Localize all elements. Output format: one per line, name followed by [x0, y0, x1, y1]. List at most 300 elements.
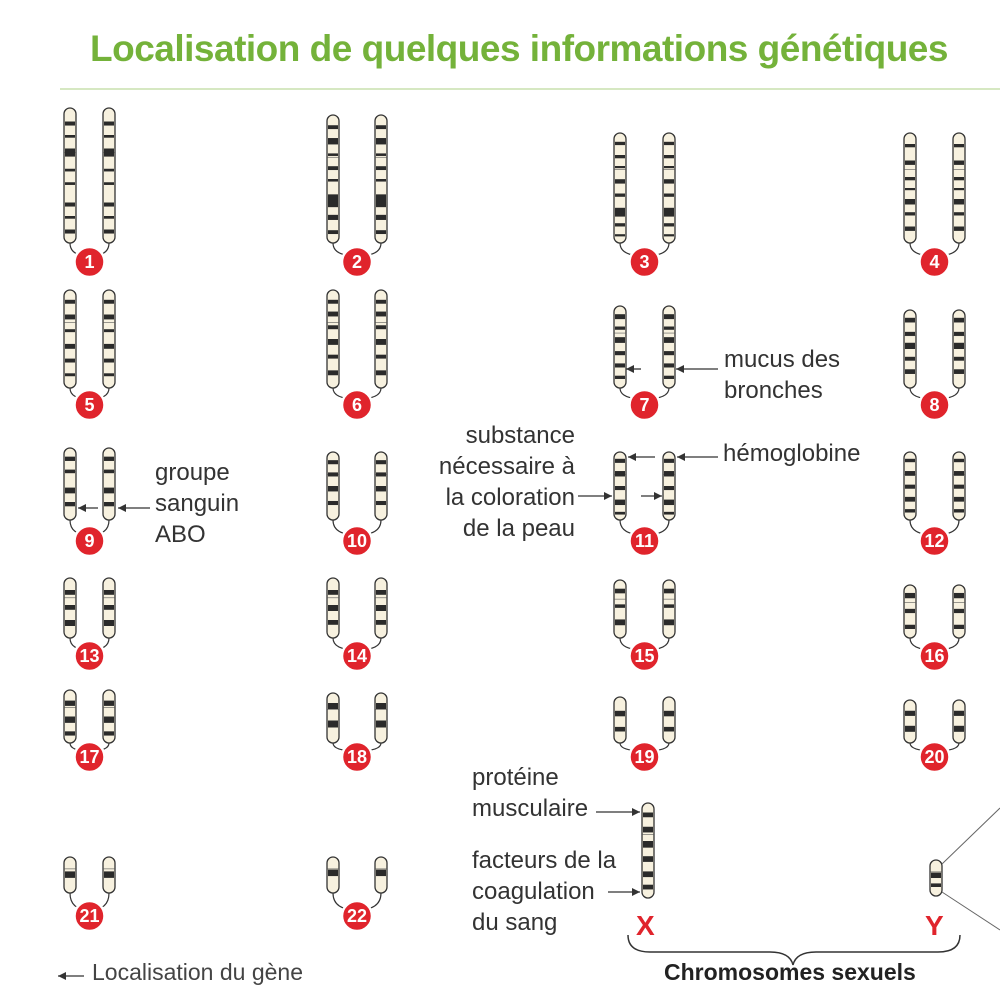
chromosome-10-b-band-4	[376, 501, 386, 505]
chromosome-12-a-band-2	[905, 471, 915, 476]
chromosome-15-b-band-3	[664, 619, 674, 625]
chromosome-1-b-band-7	[104, 216, 114, 219]
gene-arrow-11	[58, 972, 84, 980]
chromosome-5-b-band-2	[104, 315, 114, 320]
chromosome-3-b-band-4	[664, 179, 674, 183]
chromosome-4-a-band-1	[905, 144, 915, 147]
chromosome-number-badge-21	[75, 901, 105, 931]
legend-label: Localisation du gène	[92, 959, 303, 985]
chromosome-pair-12	[904, 452, 965, 535]
chromosome-number-badge-7-text: 7	[639, 395, 650, 415]
chromosome-11-b-band-3	[664, 486, 674, 490]
chromosome-6-a-band-3	[328, 325, 338, 329]
chromosome-pair-15	[614, 580, 675, 650]
sex-chromosomes-caption: Chromosomes sexuels	[664, 959, 916, 985]
chromosome-18-b-body	[375, 693, 387, 743]
chromosome-4-a-band-6	[905, 212, 915, 215]
chromosome-19-a-band-2	[615, 727, 625, 732]
chromosome-number-badge-1	[75, 247, 105, 277]
chromosome-1-a-band-7	[65, 216, 75, 219]
chromosome-20-a-band-1	[905, 711, 915, 716]
chromosome-x-band-3	[643, 841, 653, 848]
label-abo-line2: sanguin	[155, 490, 240, 517]
label-muscle	[472, 762, 588, 824]
chromosome-15-b-band-2	[664, 604, 674, 607]
chromosome-11-a-band-1	[615, 459, 625, 463]
chromosome-18-b-band-2	[376, 721, 386, 728]
chromosome-number-badge-18-text: 18	[346, 747, 368, 767]
chromosome-number-badge-8	[920, 390, 950, 420]
chromosome-9-b-band-4	[104, 502, 114, 506]
chromosome-number-badge-6	[342, 390, 372, 420]
chromosome-8-a-band-2	[905, 332, 915, 336]
chromosome-16-a-band-3	[905, 625, 915, 629]
chromosome-3-b-band-8	[664, 234, 674, 236]
label-skin-line4: de la peau	[462, 515, 575, 542]
chromosome-8-a-band-5	[905, 369, 915, 374]
chromosome-1-a-band-5	[65, 182, 75, 185]
chromosome-9-b-band-2	[104, 470, 114, 474]
chromosome-8-b-band-5	[954, 369, 964, 374]
chromosome-pair-6	[327, 290, 387, 399]
label-mucus-line1: mucus des	[724, 346, 841, 373]
chromosome-10-b-band-3	[376, 486, 386, 491]
chromosome-19-b-band-1	[664, 711, 674, 717]
chromosome-13-b-band-2	[104, 605, 114, 610]
chromosome-number-badge-2-text: 2	[351, 252, 363, 272]
chromosome-2-a-band-2	[328, 138, 338, 144]
chromosome-7-a-band-6	[615, 376, 625, 379]
chromosome-7-b-band-2	[664, 327, 674, 330]
chromosome-1-b-body	[103, 108, 115, 243]
chromosome-2-a-band-1	[328, 125, 338, 129]
chromosome-y-band-2	[931, 883, 941, 887]
chromosome-4-b-band-3	[954, 177, 964, 180]
chromosome-pair-2	[327, 115, 387, 256]
label-skin-line1: substance	[465, 422, 575, 449]
chromosome-19-a-body	[614, 697, 626, 743]
chromosome-number-badge-9-text: 9	[84, 531, 95, 551]
chromosome-2-a-band-6	[328, 194, 338, 207]
label-coagulation-line2: coagulation	[472, 878, 595, 905]
chromosome-2-b-band-5	[376, 179, 386, 182]
chromosome-20-b-band-1	[954, 711, 964, 716]
chromosome-12-a-band-4	[905, 497, 915, 502]
chromosome-12-a-band-5	[905, 509, 915, 512]
chromosome-14-a-band-2	[328, 605, 338, 611]
chromosome-12-b-band-4	[954, 497, 964, 502]
chromosome-6-b-band-2	[376, 312, 386, 317]
chromosome-5-a-band-3	[65, 329, 75, 332]
chromosome-21-b-band-1	[104, 871, 114, 877]
gene-arrow-8	[677, 453, 718, 461]
page-title: Localisation de quelques informations génétiques	[90, 28, 948, 69]
chromosome-11-a-band-3	[615, 486, 625, 490]
chromosome-4-b-band-7	[954, 227, 964, 231]
chromosome-1-b-band-6	[104, 203, 114, 207]
chromosome-6-b-band-3	[376, 325, 386, 329]
chromosome-11-b-band-2	[664, 471, 674, 476]
chromosome-number-badge-13	[75, 641, 105, 671]
chromosome-11-a-band-4	[615, 500, 625, 505]
chromosome-5-a-band-1	[65, 300, 75, 304]
chromosome-1-a-band-6	[65, 203, 75, 207]
chromosome-number-badge-17	[75, 742, 105, 772]
chromosome-20-b-band-2	[954, 726, 964, 732]
chromosome-2-a-band-5	[328, 179, 338, 182]
chromosome-16-a-band-2	[905, 609, 915, 613]
chromosome-4-b-band-1	[954, 144, 964, 147]
chromosome-2-b-band-2	[376, 138, 386, 144]
chromosome-15-b-band-1	[664, 589, 674, 594]
chromosome-number-badge-21-text: 21	[79, 906, 100, 926]
chromosome-pair-14	[327, 578, 387, 650]
chromosome-number-badge-8-text: 8	[929, 395, 940, 415]
chromosome-2-b-band-8	[376, 230, 386, 234]
chromosome-2-b-band-1	[376, 125, 386, 129]
chromosome-7-b-band-1	[664, 314, 674, 319]
chromosome-12-a-band-3	[905, 485, 915, 489]
chromosome-number-badge-22-text: 22	[346, 906, 368, 926]
chromosome-7-b-band-5	[664, 363, 674, 367]
chromosome-8-a-band-1	[905, 318, 915, 323]
chromosome-number-badge-11	[630, 526, 660, 556]
chromosome-16-a-band-1	[905, 593, 915, 598]
chromosome-number-badge-20-text: 20	[924, 747, 945, 767]
chromosome-1-b-band-1	[104, 122, 114, 126]
chromosome-8-a-band-4	[905, 357, 915, 361]
chromosome-5-b-band-1	[104, 300, 114, 304]
label-mucus-line2: bronches	[724, 377, 823, 404]
chromosome-4-a-band-2	[905, 161, 915, 165]
chromosome-6-a-band-4	[328, 339, 338, 345]
chromosome-8-b-band-4	[954, 357, 964, 361]
chromosome-2-a-band-3	[328, 153, 338, 156]
chromosome-18-a-band-2	[328, 721, 338, 728]
chromosome-2-a-band-4	[328, 166, 338, 170]
chromosome-6-b-band-4	[376, 339, 386, 345]
chromosome-number-badge-12	[920, 526, 950, 556]
chromosome-10-a-band-4	[328, 501, 338, 505]
chromosome-9-a-band-1	[65, 457, 75, 461]
chromosome-6-b-band-6	[376, 370, 386, 375]
chromosome-10-a-band-3	[328, 486, 338, 491]
chromosome-16-b-band-3	[954, 625, 964, 629]
chromosome-3-a-band-6	[615, 208, 625, 217]
chromosome-2-b-band-7	[376, 215, 386, 220]
label-muscle-line2: musculaire	[472, 795, 589, 822]
y-zoom-line-bottom	[942, 892, 1000, 930]
gene-arrow-6	[641, 492, 662, 500]
label-coagulation	[472, 845, 616, 938]
chromosome-17-a-band-2	[65, 717, 75, 723]
chromosome-11-b-band-1	[664, 459, 674, 463]
chromosome-x-band-4	[643, 856, 653, 862]
chromosome-number-badge-22	[342, 901, 372, 931]
chromosome-pair-9	[64, 448, 115, 535]
chromosome-12-b-band-5	[954, 509, 964, 512]
label-muscle-line1: protéine	[472, 764, 559, 791]
chromosome-number-badge-5-text: 5	[84, 395, 95, 415]
chromosome-number-badge-6-text: 6	[351, 395, 363, 415]
chromosome-22-b-band-1	[376, 870, 386, 876]
chromosome-11-a-band-2	[615, 471, 625, 476]
chromosome-19-b-body	[663, 697, 675, 743]
label-skin-line3: la coloration	[445, 484, 575, 511]
chromosome-17-b-band-3	[104, 731, 114, 735]
chromosome-number-badge-11-text: 11	[634, 531, 655, 551]
chromosome-number-badge-5	[75, 390, 105, 420]
chromosome-17-a-band-1	[65, 701, 75, 706]
chromosome-number-badge-16-text: 16	[924, 646, 945, 666]
chromosome-9-a-band-3	[65, 488, 75, 494]
chromosome-15-a-band-2	[615, 604, 625, 607]
chromosome-5-a-band-4	[65, 344, 75, 349]
label-coagulation-line1: facteurs de la	[472, 847, 617, 874]
chromosome-7-a-band-5	[615, 363, 625, 367]
chromosome-1-b-band-2	[104, 135, 114, 138]
y-zoom-line-top	[942, 808, 1000, 864]
chromosome-3-b-band-5	[664, 194, 674, 197]
chromosome-1-a-band-3	[65, 149, 75, 157]
chromosome-9-b-band-3	[104, 488, 114, 494]
chromosome-x-band-6	[643, 885, 653, 890]
gene-arrow-4	[676, 365, 718, 373]
chromosome-4-b-band-5	[954, 199, 964, 205]
chromosome-number-badge-19	[630, 742, 660, 772]
chromosome-20-a-band-2	[905, 726, 915, 732]
chromosome-1-b-band-5	[104, 182, 114, 185]
chromosome-number-badge-15	[630, 641, 660, 671]
chromosome-number-badge-15-text: 15	[634, 646, 655, 666]
chromosome-5-b-band-4	[104, 344, 114, 349]
chromosome-14-b-band-1	[376, 590, 386, 595]
chromosome-11-b-band-4	[664, 500, 674, 505]
label-abo-line3: ABO	[155, 521, 206, 548]
chromosome-6-b-band-5	[376, 355, 386, 359]
chromosome-number-badge-7	[630, 390, 660, 420]
chromosome-15-a-band-3	[615, 619, 625, 625]
chromosome-12-b-band-3	[954, 485, 964, 489]
chromosome-3-a-band-2	[615, 155, 625, 158]
chromosome-4-b-band-4	[954, 188, 964, 190]
chromosome-1-a-band-1	[65, 122, 75, 126]
chromosome-3-b-band-7	[664, 223, 674, 226]
gene-arrow-3	[626, 365, 641, 373]
chromosome-13-b-band-1	[104, 590, 114, 595]
gene-arrow-5	[578, 492, 612, 500]
chromosome-4-a-band-3	[905, 177, 915, 180]
chromosome-2-b-band-3	[376, 153, 386, 156]
chromosome-19-a-band-1	[615, 711, 625, 717]
label-skin	[400, 420, 575, 544]
chromosome-11-a-band-5	[615, 512, 625, 515]
chromosome-1-a-band-4	[65, 169, 75, 172]
gene-arrow-7	[628, 453, 655, 461]
chromosome-number-badge-10-text: 10	[346, 531, 368, 551]
chromosome-pair-13	[64, 578, 115, 650]
chromosome-4-b-band-6	[954, 212, 964, 215]
chromosome-number-badge-1-text: 1	[84, 252, 95, 272]
chromosome-x-band-5	[643, 871, 653, 877]
chromosome-4-a-band-5	[905, 199, 915, 205]
chromosome-pair-8	[904, 310, 965, 399]
chromosome-7-a-band-3	[615, 337, 625, 343]
chromosome-3-b-band-3	[664, 166, 674, 168]
label-abo-line1: groupe	[155, 459, 230, 486]
chromosome-number-badge-18	[342, 742, 372, 772]
chromosome-7-b-band-4	[664, 351, 674, 355]
chromosome-6-a-band-5	[328, 355, 338, 359]
chromosome-3-b-band-1	[664, 142, 674, 145]
chromosome-8-a-band-3	[905, 343, 915, 349]
chromosome-9-b-band-1	[104, 457, 114, 461]
chromosome-3-a-band-4	[615, 179, 625, 183]
chromosome-21-a-band-1	[65, 871, 75, 877]
chromosome-10-b-band-2	[376, 472, 386, 476]
chromosome-pair-1	[64, 108, 115, 256]
chromosome-5-b-band-3	[104, 329, 114, 332]
chromosome-number-badge-12-text: 12	[924, 531, 945, 551]
chromosome-13-a-band-2	[65, 605, 75, 610]
label-coagulation-line3: du sang	[472, 909, 558, 936]
label-y: Y	[925, 910, 944, 941]
label-x: X	[636, 910, 655, 941]
chromosome-number-badge-4-text: 4	[929, 252, 940, 272]
chromosome-14-a-band-1	[328, 590, 338, 595]
chromosome-9-a-band-2	[65, 470, 75, 474]
chromosome-y-band-1	[931, 873, 941, 878]
chromosome-number-badge-3	[630, 247, 660, 277]
chromosome-7-b-band-6	[664, 376, 674, 379]
chromosome-7-b-band-3	[664, 337, 674, 343]
chromosome-5-a-band-2	[65, 315, 75, 320]
chromosome-18-a-band-1	[328, 703, 338, 709]
chromosome-6-a-band-6	[328, 370, 338, 375]
chromosome-3-a-band-5	[615, 194, 625, 197]
chromosome-3-a-band-7	[615, 223, 625, 226]
chromosome-number-badge-14	[342, 641, 372, 671]
chromosome-4-b-band-2	[954, 161, 964, 165]
chromosome-x-band-1	[643, 813, 653, 818]
chromosome-1-a-body	[64, 108, 76, 243]
chromosome-2-b-band-6	[376, 194, 386, 207]
chromosome-18-a-body	[327, 693, 339, 743]
chromosome-number-badge-10	[342, 526, 372, 556]
chromosome-3-a-band-8	[615, 234, 625, 236]
chromosome-15-a-band-1	[615, 589, 625, 594]
chromosome-number-badge-4	[920, 247, 950, 277]
chromosome-8-b-band-2	[954, 332, 964, 336]
chromosome-4-a-band-7	[905, 227, 915, 231]
chromosome-number-badge-19-text: 19	[634, 747, 655, 767]
chromosome-10-a-band-1	[328, 460, 338, 464]
chromosome-5-b-band-6	[104, 373, 114, 376]
chromosome-8-b-band-1	[954, 318, 964, 323]
chromosome-1-b-band-8	[104, 230, 114, 234]
chromosome-1-a-band-8	[65, 230, 75, 234]
chromosome-13-a-band-1	[65, 590, 75, 595]
chromosome-pair-10	[327, 452, 387, 535]
chromosome-16-b-band-1	[954, 593, 964, 598]
chromosome-14-b-band-2	[376, 605, 386, 611]
chromosome-9-a-band-4	[65, 502, 75, 506]
label-hemoglobine: hémoglobine	[723, 440, 861, 467]
chromosome-number-badge-14-text: 14	[346, 646, 368, 666]
chromosome-10-a-band-2	[328, 472, 338, 476]
chromosome-10-b-band-1	[376, 460, 386, 464]
chromosome-3-b-band-2	[664, 155, 674, 158]
chromosome-number-badge-13-text: 13	[79, 646, 100, 666]
chromosome-19-b-band-2	[664, 727, 674, 732]
chromosome-x	[642, 803, 654, 898]
chromosome-1-a-band-2	[65, 135, 75, 138]
chromosome-3-a-band-3	[615, 166, 625, 168]
chromosome-6-a-band-2	[328, 312, 338, 317]
chromosome-5-a-band-5	[65, 359, 75, 363]
chromosome-pair-7	[614, 306, 675, 399]
chromosome-3-b-band-6	[664, 208, 674, 217]
gene-arrow-9	[596, 808, 640, 816]
chromosome-4-a-band-4	[905, 188, 915, 190]
chromosome-3-a-band-1	[615, 142, 625, 145]
chromosome-16-b-band-2	[954, 609, 964, 613]
chromosome-pair-11	[614, 452, 675, 535]
chromosome-8-b-band-3	[954, 343, 964, 349]
chromosome-number-badge-16	[920, 641, 950, 671]
chromosome-18-b-band-1	[376, 703, 386, 709]
chromosome-12-b-band-1	[954, 459, 964, 462]
chromosome-12-a-band-1	[905, 459, 915, 462]
chromosome-12-b-band-2	[954, 471, 964, 476]
chromosome-6-a-band-1	[328, 300, 338, 304]
chromosome-7-a-band-4	[615, 351, 625, 355]
chromosome-number-badge-9	[75, 526, 105, 556]
chromosome-14-b-band-3	[376, 620, 386, 625]
label-mucus	[724, 344, 840, 406]
chromosome-number-badge-3-text: 3	[639, 252, 650, 272]
label-abo	[155, 457, 239, 550]
chromosome-y	[930, 860, 942, 896]
chromosome-13-b-band-3	[104, 620, 114, 626]
chromosome-14-a-band-3	[328, 620, 338, 625]
chromosome-17-b-band-2	[104, 717, 114, 723]
chromosome-2-b-band-4	[376, 166, 386, 170]
chromosome-11-b-band-5	[664, 512, 674, 515]
chromosome-7-a-band-1	[615, 314, 625, 319]
chromosome-number-badge-2	[342, 247, 372, 277]
chromosome-number-badge-17-text: 17	[79, 747, 100, 767]
chromosome-2-a-band-8	[328, 230, 338, 234]
chromosome-1-b-band-4	[104, 169, 114, 172]
gene-arrow-1	[78, 504, 98, 512]
chromosome-pair-5	[64, 290, 115, 399]
chromosome-7-a-band-2	[615, 327, 625, 330]
label-skin-line2: nécessaire à	[438, 453, 575, 480]
chromosome-17-b-band-1	[104, 701, 114, 706]
chromosome-pair-3	[614, 133, 675, 256]
chromosome-20-a-body	[904, 700, 916, 743]
chromosome-13-a-band-3	[65, 620, 75, 626]
chromosome-1-b-band-3	[104, 149, 114, 157]
chromosome-5-b-band-5	[104, 359, 114, 363]
chromosome-2-a-band-7	[328, 215, 338, 220]
chromosome-6-b-band-1	[376, 300, 386, 304]
chromosome-pair-4	[904, 133, 965, 256]
gene-arrow-2	[118, 504, 150, 512]
chromosome-5-a-band-6	[65, 373, 75, 376]
chromosome-x-band-2	[643, 827, 653, 833]
